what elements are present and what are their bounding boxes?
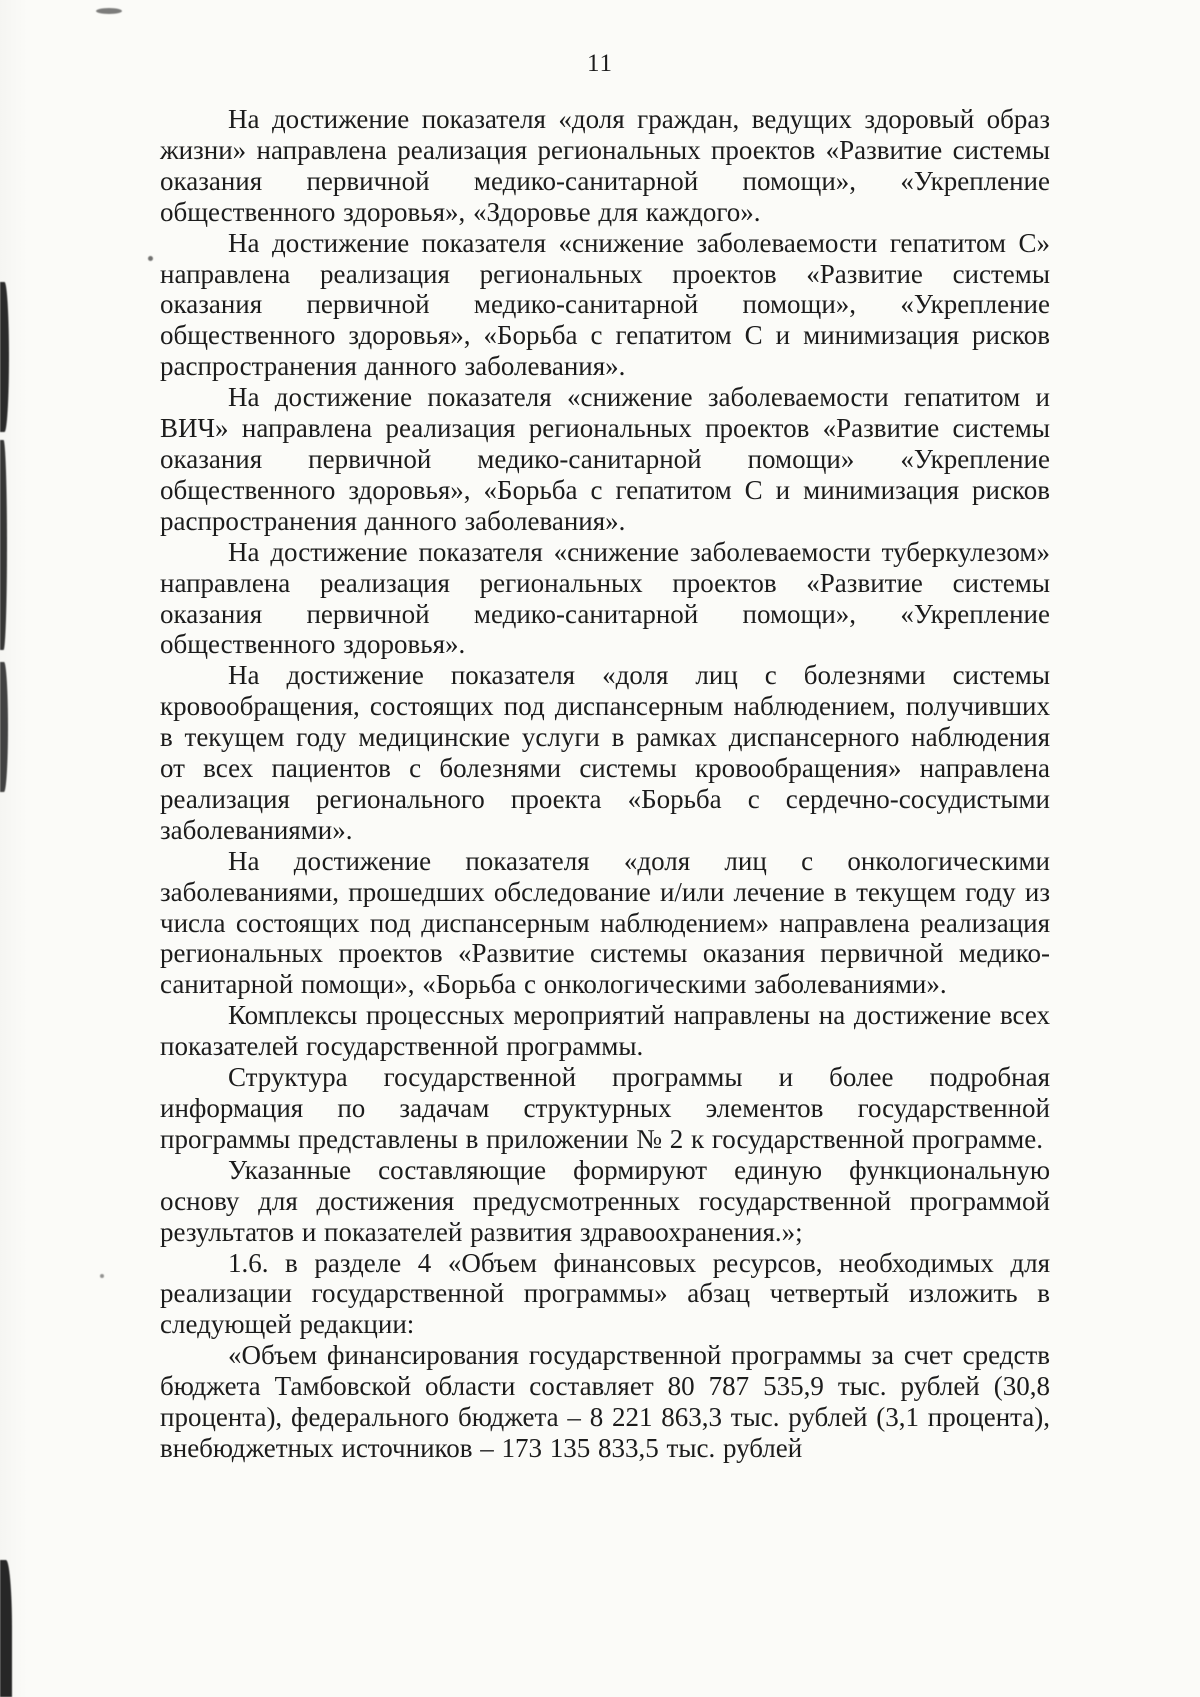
paragraph: На достижение показателя «доля лиц с болезнями системы кровообращения, состоящих под диспансерным наблюдением, получивших в текущем году медицинские услуги в рамках диспансерного наблюдения от всех пациентов с болезнями системы кровообращения» направлена реализация регионального проекта «Борьба с сердечно-сосудистыми заболеваниями». [160,660,1050,845]
scan-artifact [0,440,7,650]
scan-artifact [0,1560,12,1697]
paragraph: На достижение показателя «снижение заболеваемости гепатитом и ВИЧ» направлена реализация региональных проектов «Развитие системы оказания первичной медико-санитарной помощи» «Укрепление общественного здоровья», «Борьба с гепатитом С и минимизация рисков распространения данного заболевания». [160,382,1050,536]
scan-artifact [148,256,153,261]
scan-artifact [96,8,122,14]
page-number: 11 [586,50,614,77]
paragraph: На достижение показателя «снижение заболеваемости туберкулезом» направлена реализация региональных проектов «Развитие системы оказания первичной медико-санитарной помощи», «Укрепление общественного здоровья». [160,536,1050,660]
scan-artifact [100,1274,104,1278]
paragraph: На достижение показателя «доля граждан, ведущих здоровый образ жизни» направлена реализация региональных проектов «Развитие системы оказания первичной медико-санитарной помощи», «Укрепление общественного здоровья», «Здоровье для каждого». [160,104,1050,227]
document-body [160,104,1050,1464]
paragraph: Указанные составляющие формируют единую функциональную основу для достижения предусмотренных государственной программой результатов и показателей развития здравоохранения.»; [160,1154,1050,1247]
paragraph: Комплексы процессных мероприятий направлены на достижение всех показателей государственной программы. [160,1000,1050,1062]
scan-artifact [0,282,9,432]
paragraph: «Объем финансирования государственной программы за счет средств бюджета Тамбовской области составляет 80 787 535,9 тыс. рублей (30,8 процента), федерального бюджета – 8 221 863,3 тыс. рублей (3,1 процента), внебюджетных источников – 173 135 833,5 тыс. рублей [160,1340,1050,1463]
paragraph: 1.6. в разделе 4 «Объем финансовых ресурсов, необходимых для реализации государственной программы» абзац четвертый изложить в следующей редакции: [160,1247,1050,1340]
paragraph: На достижение показателя «доля лиц с онкологическими заболеваниями, прошедших обследование и/или лечение в текущем году из числа состоящих под диспансерным наблюдением» направлена реализация региональных проектов «Развитие системы оказания первичной медико-санитарной помощи», «Борьба с онкологическими заболеваниями». [160,845,1050,1000]
scan-artifact [0,662,8,792]
paragraph: Структура государственной программы и более подробная информация по задачам структурных элементов государственной программы представлены в приложении № 2 к государственной программе. [160,1062,1050,1154]
paragraph: На достижение показателя «снижение заболеваемости гепатитом С» направлена реализация региональных проектов «Развитие системы оказания первичной медико-санитарной помощи», «Укрепление общественного здоровья», «Борьба с гепатитом С и минимизация рисков распространения данного заболевания». [160,227,1050,382]
